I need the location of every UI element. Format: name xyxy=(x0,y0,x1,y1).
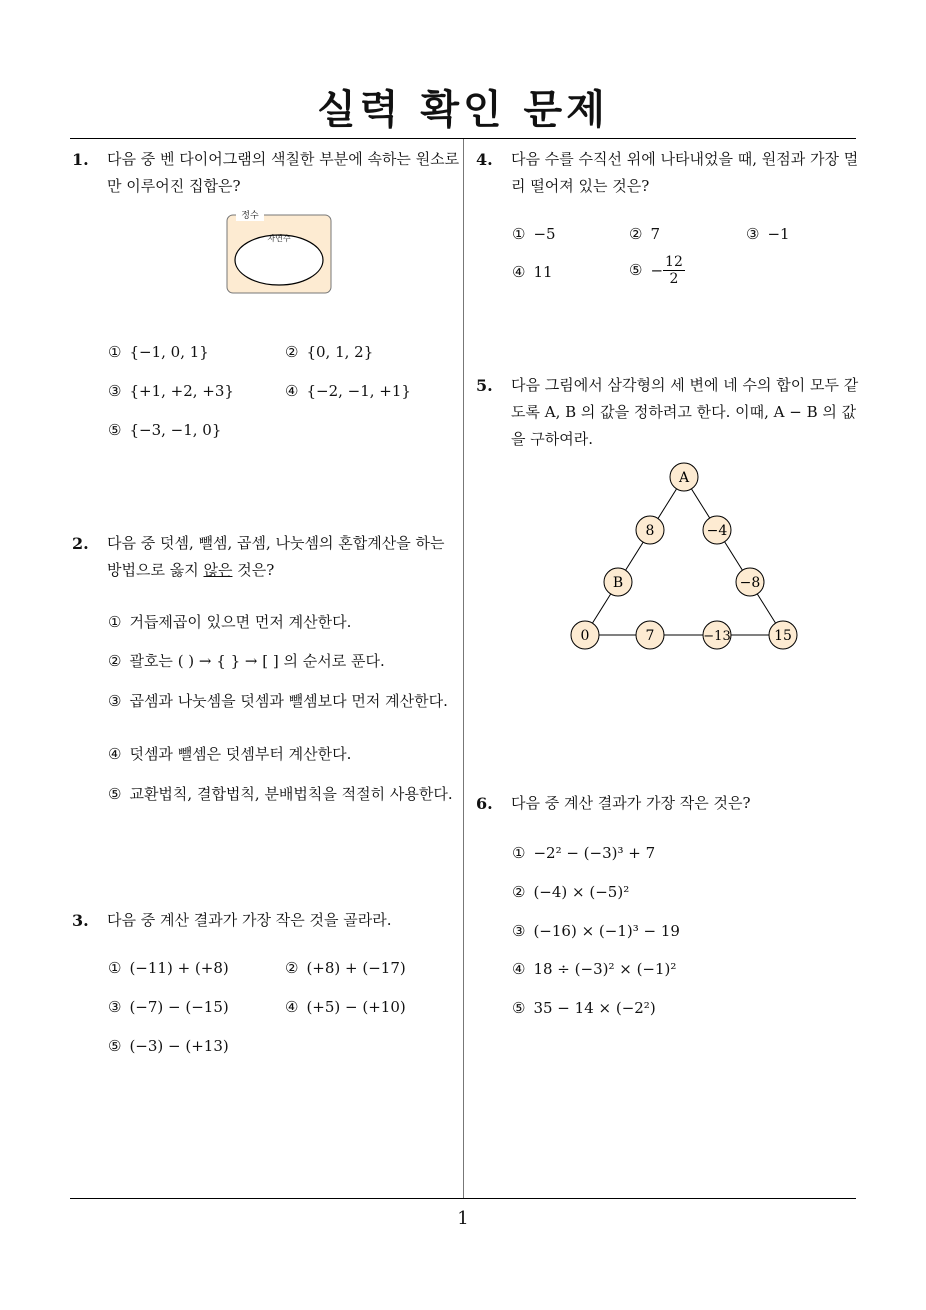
q1-option-4[interactable]: ④ {−2, −1, +1} xyxy=(285,382,411,400)
question-text: 다음 중 덧셈, 뺄셈, 곱셈, 나눗셈의 혼합계산을 하는 방법으로 옳지 않은 것은? xyxy=(107,534,445,579)
node-7 xyxy=(636,621,664,649)
node-minus-8 xyxy=(736,568,764,596)
q2-option-3[interactable]: ③ 곱셈과 나눗셈을 덧셈과 뺄셈보다 먼저 계산한다. xyxy=(108,692,448,710)
q4-option-4[interactable]: ④ 11 xyxy=(512,263,553,281)
question-number: 1. xyxy=(72,150,89,169)
q2-option-1[interactable]: ① 거듭제곱이 있으면 먼저 계산한다. xyxy=(108,613,352,631)
svg-text:B: B xyxy=(612,575,624,591)
q4-option-5[interactable]: ⑤ − $\frac{12}{2}$ xyxy=(629,254,683,287)
question-number: 3. xyxy=(72,911,89,930)
column-divider xyxy=(463,139,464,1198)
question-text: 다음 그림에서 삼각형의 세 변에 네 수의 합이 모두 같도록 A, B 의 값을 정하려고 한다. 이때, A − B 의 값을 구하여라. xyxy=(511,376,859,448)
node-8 xyxy=(636,516,664,544)
question-4 xyxy=(476,146,860,200)
question-text: 다음 중 계산 결과가 가장 작은 것은? xyxy=(511,794,751,812)
q6-option-5[interactable]: ⑤ 35 − 14 × (−2²) xyxy=(512,999,656,1017)
question-text: 다음 중 계산 결과가 가장 작은 것을 골라라. xyxy=(107,911,392,929)
q4-option-1[interactable]: ① −5 xyxy=(512,225,556,243)
q3-option-5[interactable]: ⑤ (−3) − (+13) xyxy=(108,1037,229,1055)
question-3 xyxy=(72,907,460,934)
node-a xyxy=(670,463,698,491)
venn-diagram xyxy=(222,205,337,297)
page-title: 실력 확인 문제 xyxy=(317,87,609,133)
svg-text:0: 0 xyxy=(580,628,590,644)
svg-text:−8: −8 xyxy=(739,575,761,591)
q4-option-3[interactable]: ③ −1 xyxy=(746,225,790,243)
q4-option-2[interactable]: ② 7 xyxy=(629,225,660,243)
node-b xyxy=(604,568,632,596)
bottom-rule xyxy=(70,1198,856,1199)
q2-option-5[interactable]: ⑤ 교환법칙, 결합법칙, 분배법칙을 적절히 사용한다. xyxy=(108,785,453,803)
triangle-diagram xyxy=(560,458,800,653)
q2-option-2[interactable]: ② 괄호는 ( ) → { } → [ ] 의 순서로 푼다. xyxy=(108,652,385,670)
svg-text:A: A xyxy=(678,470,690,486)
q6-option-3[interactable]: ③ (−16) × (−1)³ − 19 xyxy=(512,922,680,940)
svg-text:15: 15 xyxy=(774,628,792,644)
q2-option-4[interactable]: ④ 덧셈과 뺄셈은 덧셈부터 계산한다. xyxy=(108,745,352,763)
emphasis-underline: 않은 xyxy=(203,561,233,579)
q1-option-3[interactable]: ③ {+1, +2, +3} xyxy=(108,382,234,400)
svg-text:−4: −4 xyxy=(706,523,728,539)
question-5 xyxy=(476,372,860,453)
q3-option-3[interactable]: ③ (−7) − (−15) xyxy=(108,998,229,1016)
node-minus-13 xyxy=(703,621,731,649)
question-number: 6. xyxy=(476,794,493,813)
node-15 xyxy=(769,621,797,649)
question-text: 다음 수를 수직선 위에 나타내었을 때, 원점과 가장 멀리 떨어져 있는 것은? xyxy=(511,150,859,195)
q1-option-1[interactable]: ① {−1, 0, 1} xyxy=(108,343,209,361)
svg-text:7: 7 xyxy=(645,628,655,644)
venn-inner-label: 자연수 xyxy=(267,234,291,243)
question-number: 5. xyxy=(476,376,493,395)
question-number: 4. xyxy=(476,150,493,169)
svg-text:−13: −13 xyxy=(703,629,731,644)
node-0 xyxy=(571,621,599,649)
q3-option-1[interactable]: ① (−11) + (+8) xyxy=(108,959,229,977)
question-2 xyxy=(72,530,460,584)
node-minus-4 xyxy=(703,516,731,544)
q3-option-4[interactable]: ④ (+5) − (+10) xyxy=(285,998,406,1016)
page-number: 1 xyxy=(457,1208,469,1229)
q6-option-1[interactable]: ① −2² − (−3)³ + 7 xyxy=(512,844,656,862)
question-1 xyxy=(72,146,460,200)
q1-option-5[interactable]: ⑤ {−3, −1, 0} xyxy=(108,421,222,439)
q6-option-2[interactable]: ② (−4) × (−5)² xyxy=(512,883,630,901)
question-6 xyxy=(476,790,860,817)
venn-outer-label: 정수 xyxy=(241,211,259,221)
q1-option-2[interactable]: ② {0, 1, 2} xyxy=(285,343,374,361)
q6-option-4[interactable]: ④ 18 ÷ (−3)² × (−1)² xyxy=(512,960,677,978)
svg-text:8: 8 xyxy=(645,523,655,539)
q3-option-2[interactable]: ② (+8) + (−17) xyxy=(285,959,406,977)
question-number: 2. xyxy=(72,534,89,553)
question-text: 다음 중 벤 다이어그램의 색칠한 부분에 속하는 원소로만 이루어진 집합은? xyxy=(107,150,460,195)
fraction: $\frac{12}{2}$ xyxy=(665,254,683,287)
